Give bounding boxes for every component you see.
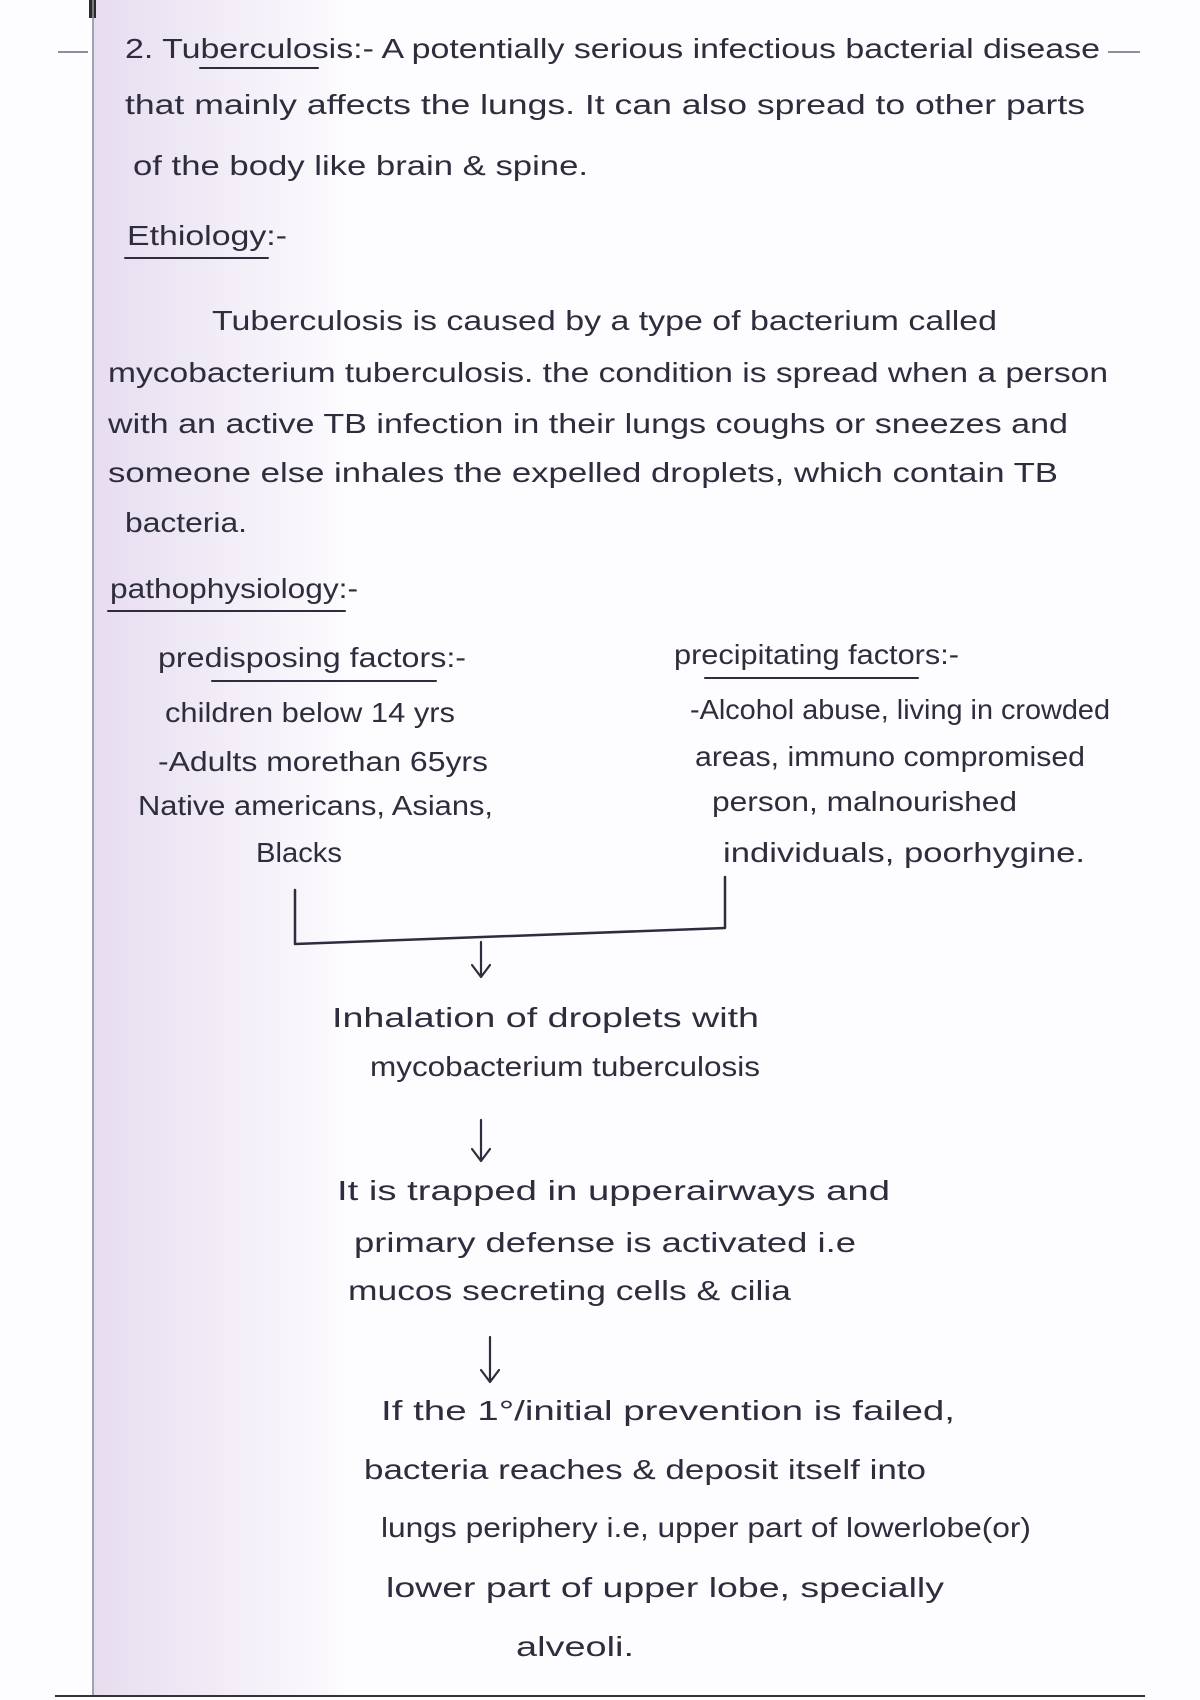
flow-line: lungs periphery i.e, upper part of lowerlobe(or) (381, 1512, 1031, 1543)
precipitating-item: areas, immuno compromised (695, 741, 1085, 772)
etiology-line: mycobacterium tuberculosis. the condition is spread when a person (108, 357, 1108, 388)
precipitating-item: individuals, poorhygine. (723, 837, 1085, 868)
predisposing-item: children below 14 yrs (165, 697, 455, 728)
etiology-line: bacteria. (125, 507, 247, 538)
flow-line: primary defense is activated i.e (354, 1227, 856, 1258)
predisposing-item: Blacks (256, 837, 342, 868)
flow-line: Inhalation of droplets with (332, 1002, 759, 1033)
flow-line: It is trapped in upperairways and (337, 1175, 890, 1206)
flow-line: bacteria reaches & deposit itself into (364, 1454, 926, 1485)
etiology-line: Tuberculosis is caused by a type of bacterium called (212, 305, 998, 336)
flow-line: alveoli. (516, 1631, 634, 1662)
intro-line: of the body like brain & spine. (133, 150, 588, 181)
etiology-heading: Ethiology:- (127, 220, 287, 251)
etiology-line: someone else inhales the expelled droplets, which contain TB (108, 457, 1058, 488)
precipitating-item: -Alcohol abuse, living in crowded (690, 694, 1110, 725)
predisposing-item: -Adults morethan 65yrs (158, 746, 488, 777)
flow-line: If the 1°/initial prevention is failed, (381, 1395, 955, 1426)
intro-line: that mainly affects the lungs. It can also spread to other parts (125, 89, 1085, 120)
flow-line: mucos secreting cells & cilia (348, 1275, 792, 1306)
etiology-line: with an active TB infection in their lungs coughs or sneezes and (106, 408, 1069, 439)
predisposing-item: Native americans, Asians, (138, 790, 493, 821)
flow-line: mycobacterium tuberculosis (370, 1051, 760, 1082)
intro-line: 2. Tuberculosis:- A potentially serious infectious bacterial disease (125, 33, 1100, 64)
precipitating-heading: precipitating factors:- (674, 639, 959, 670)
pathophysiology-heading: pathophysiology:- (110, 573, 358, 604)
flow-line: lower part of upper lobe, specially (386, 1572, 944, 1603)
precipitating-item: person, malnourished (712, 786, 1017, 817)
predisposing-heading: predisposing factors:- (158, 642, 466, 673)
